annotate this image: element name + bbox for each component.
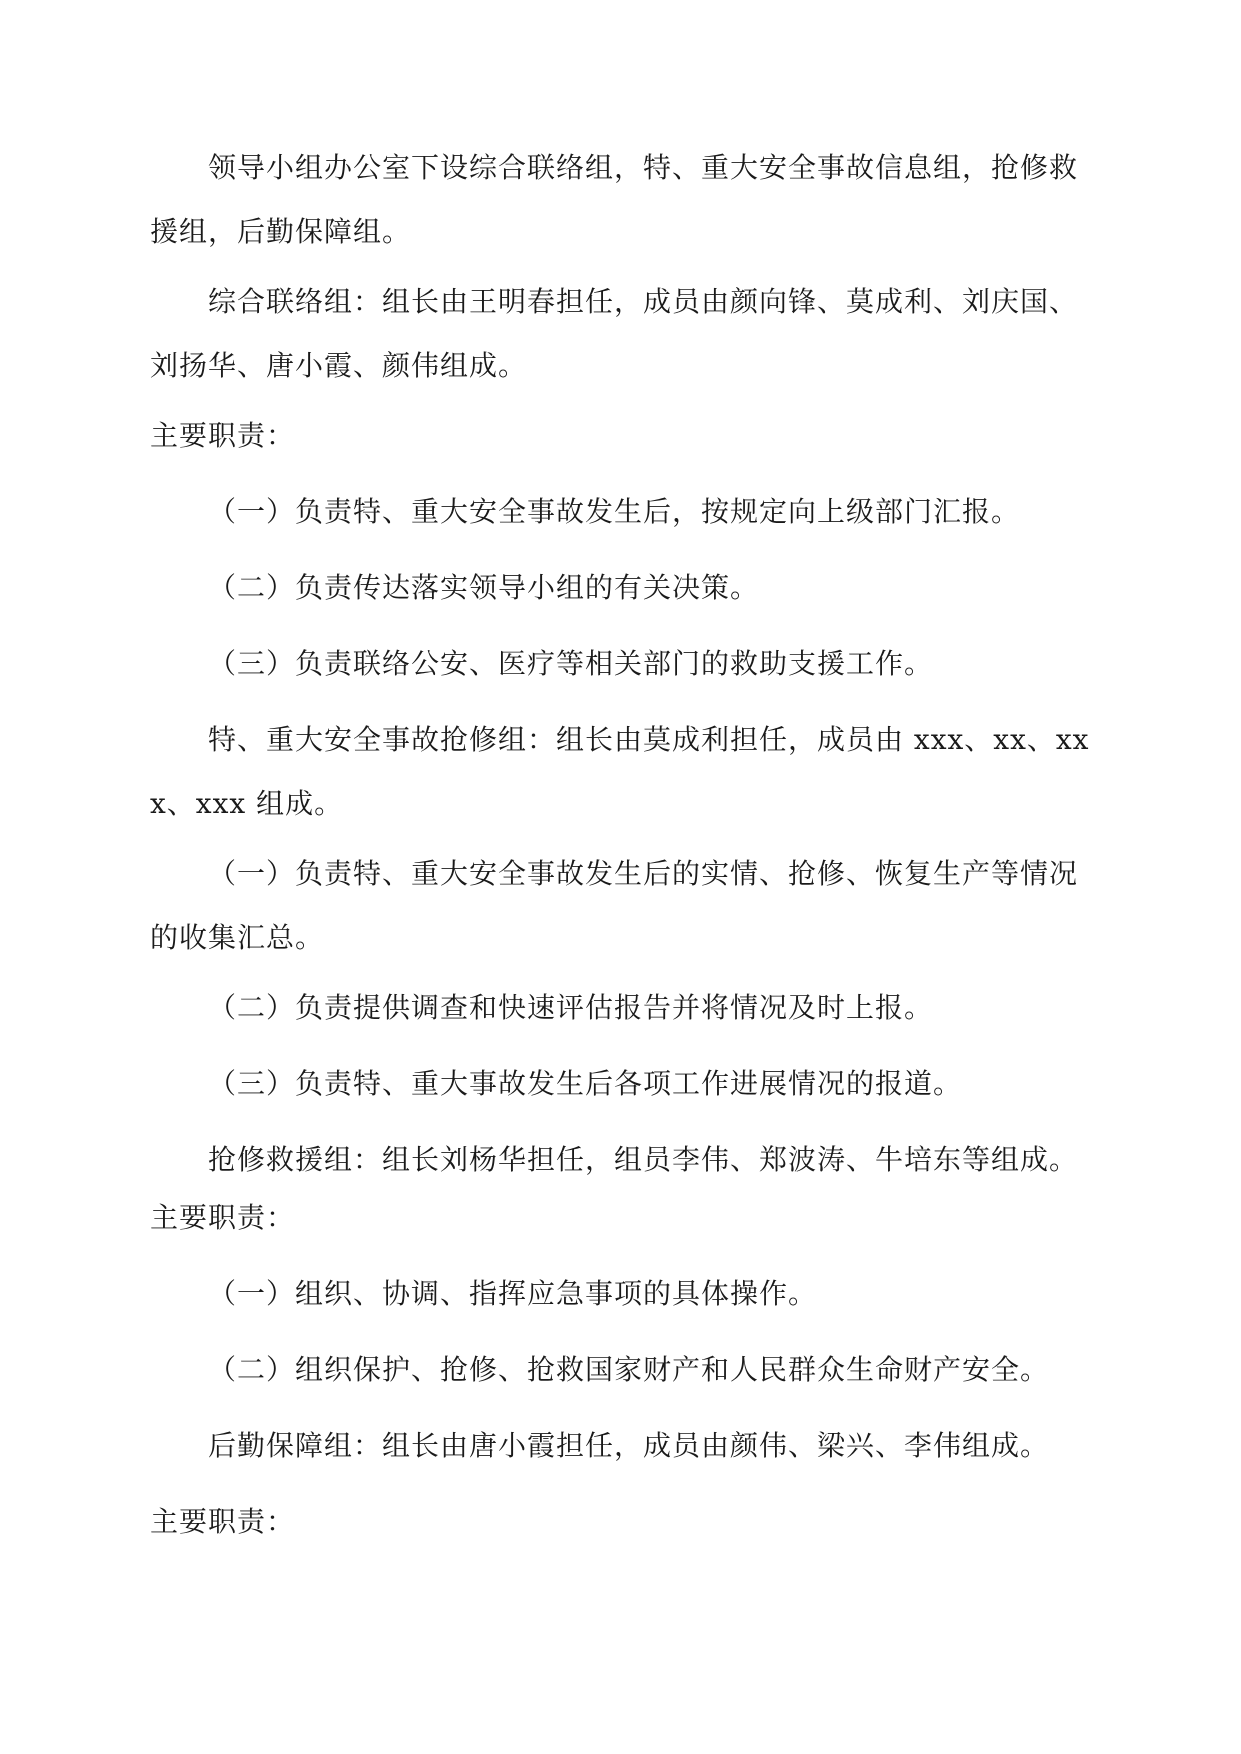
paragraph-office-groups: 领导小组办公室下设综合联络组，特、重大安全事故信息组，抢修救援组，后勤保障组。 bbox=[150, 151, 1079, 248]
paragraph-rescue-group: 抢修救援组：组长刘杨华担任，组员李伟、郑波涛、牛培东等组成。 bbox=[208, 1143, 1079, 1176]
heading-main-duties: 主要职责： bbox=[150, 419, 296, 452]
heading-main-duties: 主要职责： bbox=[150, 1201, 296, 1234]
list-item: （一）负责特、重大安全事故发生后的实情、抢修、恢复生产等情况的收集汇总。 bbox=[150, 857, 1079, 954]
list-item: （二）负责提供调查和快速评估报告并将情况及时上报。 bbox=[208, 991, 934, 1024]
paragraph-liaison-group: 综合联络组：组长由王明春担任，成员由颜向锋、莫成利、刘庆国、刘扬华、唐小霞、颜伟组成。 bbox=[150, 285, 1079, 382]
list-item: （二）组织保护、抢修、抢救国家财产和人民群众生命财产安全。 bbox=[208, 1353, 1050, 1386]
paragraph-logistics-group: 后勤保障组：组长由唐小霞担任，成员由颜伟、梁兴、李伟组成。 bbox=[208, 1429, 1050, 1462]
list-item: （一）组织、协调、指挥应急事项的具体操作。 bbox=[208, 1277, 818, 1310]
list-item: （三）负责联络公安、医疗等相关部门的救助支援工作。 bbox=[208, 647, 934, 680]
heading-main-duties: 主要职责： bbox=[150, 1505, 296, 1538]
list-item: （二）负责传达落实领导小组的有关决策。 bbox=[208, 571, 760, 604]
paragraph-repair-group: 特、重大安全事故抢修组：组长由莫成利担任，成员由 xxx、xx、xxx、xxx 组成。 bbox=[150, 723, 1090, 820]
list-item: （一）负责特、重大安全事故发生后，按规定向上级部门汇报。 bbox=[208, 495, 1021, 528]
list-item: （三）负责特、重大事故发生后各项工作进展情况的报道。 bbox=[208, 1067, 963, 1100]
